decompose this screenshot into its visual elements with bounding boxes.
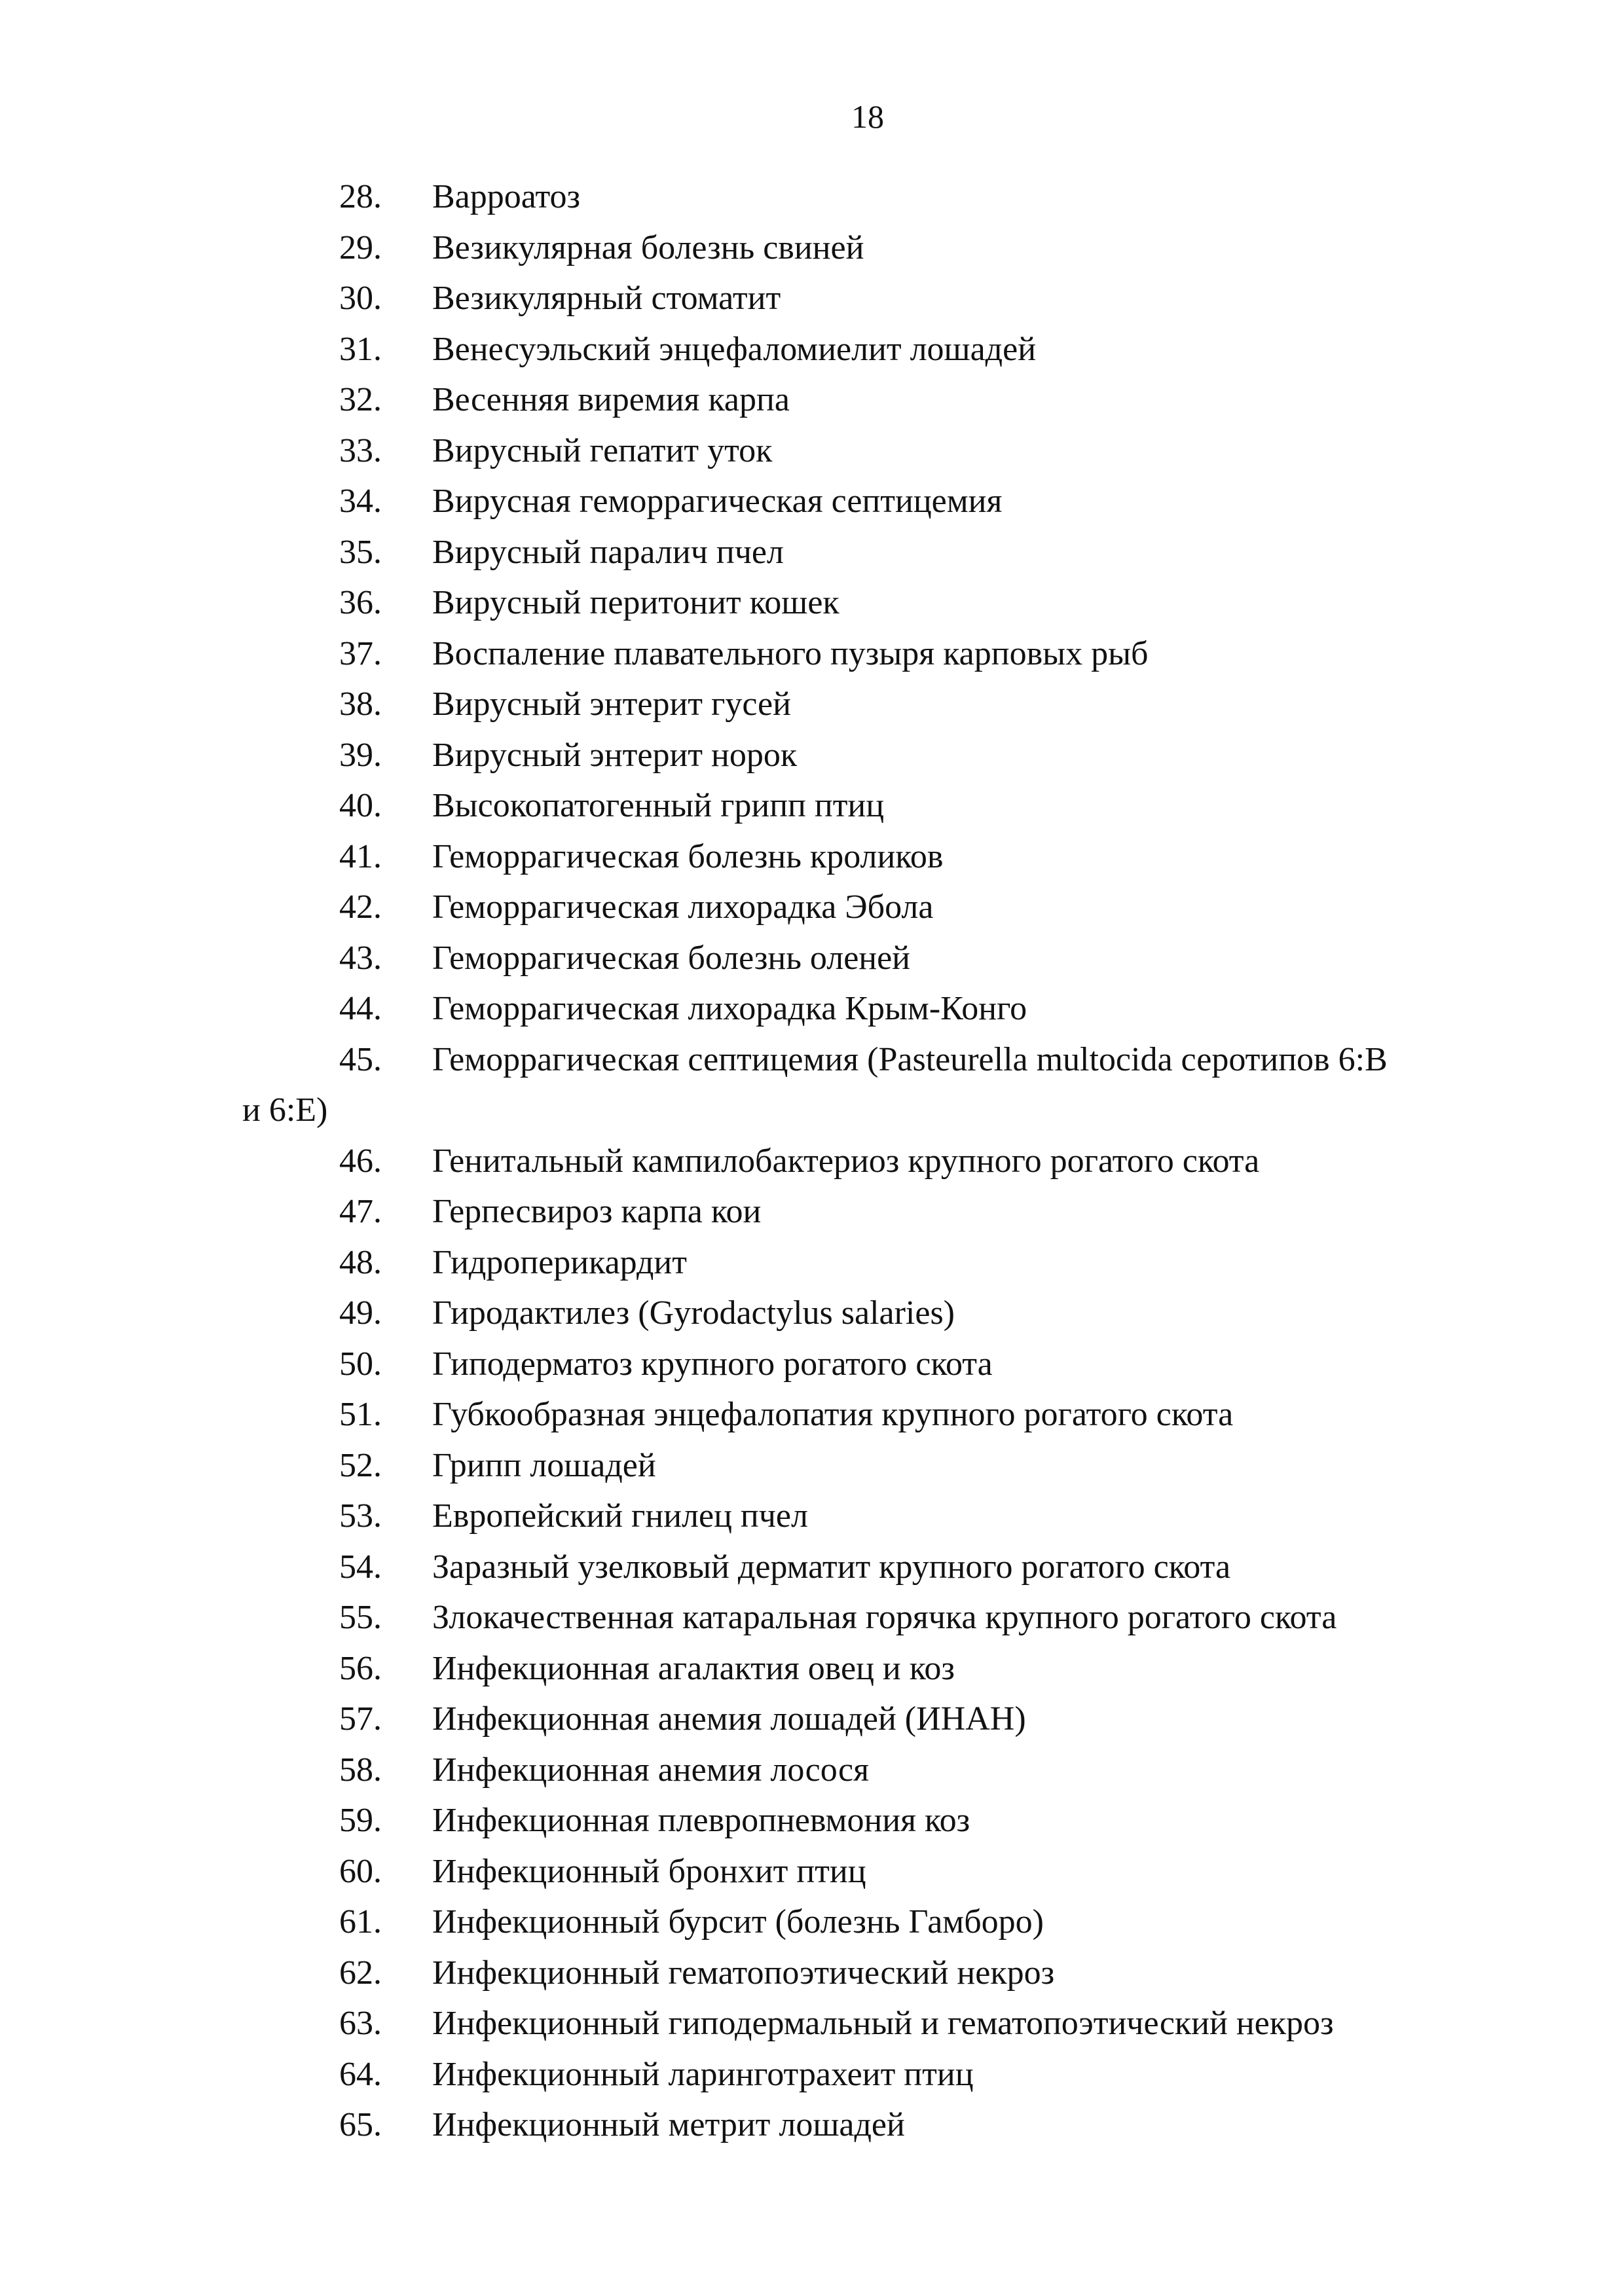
list-item-number: 33. bbox=[339, 431, 382, 469]
list-item bbox=[0, 1136, 1624, 1187]
list-item bbox=[0, 1339, 1624, 1390]
list-item-text: Высокопатогенный грипп птиц bbox=[432, 787, 885, 824]
list-item bbox=[0, 730, 1624, 781]
list-item-number: 49. bbox=[339, 1294, 382, 1332]
list-item-number: 30. bbox=[339, 280, 382, 317]
list-item-text: Везикулярная болезнь свиней bbox=[432, 228, 864, 266]
list-item bbox=[0, 1542, 1624, 1593]
list-item bbox=[0, 1795, 1624, 1846]
list-item bbox=[0, 1288, 1624, 1339]
list-item-text: Геморрагическая болезнь оленей bbox=[432, 939, 911, 977]
list-item-number: 48. bbox=[339, 1243, 382, 1281]
list-item-text: Инфекционный гиподермальный и гематопоэтический некроз bbox=[432, 2005, 1334, 2042]
list-item-text: Инфекционный метрит лошадей bbox=[432, 2106, 905, 2143]
list-item-number: 64. bbox=[339, 2055, 382, 2093]
list-item-text: Заразный узелковый дерматит крупного рогатого скота bbox=[432, 1548, 1231, 1586]
list-item-number: 41. bbox=[339, 837, 382, 875]
list-item bbox=[0, 1237, 1624, 1288]
list-item-number: 60. bbox=[339, 1852, 382, 1890]
list-item bbox=[0, 324, 1624, 375]
list-item-number: 50. bbox=[339, 1345, 382, 1383]
list-item-text: Инфекционный ларинготрахеит птиц bbox=[432, 2055, 974, 2093]
list-item bbox=[0, 679, 1624, 730]
list-item-text: Инфекционный гематопоэтический некроз bbox=[432, 1954, 1055, 1992]
list-item-number: 39. bbox=[339, 736, 382, 774]
list-item bbox=[0, 983, 1624, 1034]
list-item-number: 46. bbox=[339, 1142, 382, 1180]
list-item bbox=[0, 476, 1624, 527]
list-item bbox=[0, 527, 1624, 578]
list-item-number: 47. bbox=[339, 1193, 382, 1230]
list-item bbox=[0, 1897, 1624, 1948]
list-item-number: 31. bbox=[339, 330, 382, 368]
list-item-number: 40. bbox=[339, 787, 382, 824]
list-item-text: Инфекционная анемия лосося bbox=[432, 1751, 869, 1789]
list-item-text: Вирусный перитонит кошек bbox=[432, 584, 840, 621]
list-item-number: 57. bbox=[339, 1700, 382, 1738]
list-item-number: 28. bbox=[339, 178, 382, 215]
list-item bbox=[0, 426, 1624, 477]
list-item-number: 53. bbox=[339, 1497, 382, 1535]
disease-list bbox=[0, 172, 1624, 2151]
list-item bbox=[0, 374, 1624, 426]
list-item-text: Герпесвироз карпа кои bbox=[432, 1193, 762, 1230]
list-item-text: Воспаление плавательного пузыря карповых рыб bbox=[432, 634, 1149, 672]
list-item-text: Везикулярный стоматит bbox=[432, 280, 781, 317]
list-item-number: 63. bbox=[339, 2005, 382, 2042]
list-item bbox=[0, 1643, 1624, 1694]
list-item bbox=[0, 1592, 1624, 1643]
list-item-text: Губкообразная энцефалопатия крупного рогатого скота bbox=[432, 1396, 1234, 1433]
list-item bbox=[0, 273, 1624, 324]
list-item-number: 36. bbox=[339, 584, 382, 621]
list-item-number: 59. bbox=[339, 1802, 382, 1839]
list-item-text: Вирусный энтерит гусей bbox=[432, 685, 791, 723]
list-item-text: Вирусный паралич пчел bbox=[432, 533, 784, 571]
list-item bbox=[0, 1186, 1624, 1237]
list-item-text-continuation: и 6:E) bbox=[242, 1091, 328, 1129]
list-item-number: 65. bbox=[339, 2106, 382, 2143]
list-item-text: Инфекционный бурсит (болезнь Гамборо) bbox=[432, 1903, 1044, 1941]
list-item-number: 44. bbox=[339, 990, 382, 1027]
list-item-number: 29. bbox=[339, 228, 382, 266]
list-item bbox=[0, 1440, 1624, 1491]
list-item-number: 51. bbox=[339, 1396, 382, 1433]
list-item-text: Генитальный кампилобактериоз крупного рогатого скота bbox=[432, 1142, 1260, 1180]
list-item-text: Европейский гнилец пчел bbox=[432, 1497, 808, 1535]
list-item-text: Гидроперикардит bbox=[432, 1243, 687, 1281]
list-item bbox=[0, 780, 1624, 831]
list-item bbox=[0, 1745, 1624, 1796]
list-item-number: 52. bbox=[339, 1446, 382, 1484]
list-item-text: Венесуэльский энцефаломиелит лошадей bbox=[432, 330, 1037, 368]
list-item-number: 45. bbox=[339, 1040, 382, 1078]
list-item-text: Инфекционная плевропневмония коз bbox=[432, 1802, 970, 1839]
list-item bbox=[0, 1948, 1624, 1999]
list-item-text: Инфекционный бронхит птиц bbox=[432, 1852, 866, 1890]
list-item bbox=[0, 882, 1624, 933]
list-item-number: 62. bbox=[339, 1954, 382, 1992]
list-item bbox=[0, 1389, 1624, 1440]
list-item-text: Злокачественная катаральная горячка крупного рогатого скота bbox=[432, 1599, 1337, 1636]
list-item-text: Грипп лошадей bbox=[432, 1446, 656, 1484]
list-item-text: Вирусная геморрагическая септицемия bbox=[432, 483, 1003, 520]
list-item-number: 35. bbox=[339, 533, 382, 571]
list-item-number: 32. bbox=[339, 381, 382, 418]
list-item bbox=[0, 223, 1624, 274]
list-item-number: 61. bbox=[339, 1903, 382, 1941]
list-item bbox=[0, 831, 1624, 883]
list-item-text: Геморрагическая лихорадка Крым-Конго bbox=[432, 990, 1027, 1027]
list-item bbox=[0, 1846, 1624, 1897]
list-item-number: 37. bbox=[339, 634, 382, 672]
list-item bbox=[0, 2049, 1624, 2100]
list-item-text: Вирусный энтерит норок bbox=[432, 736, 798, 774]
list-item-number: 58. bbox=[339, 1751, 382, 1789]
list-item-text: Варроатоз bbox=[432, 178, 581, 215]
list-item bbox=[0, 1491, 1624, 1542]
list-item bbox=[0, 1034, 1624, 1136]
page-number: 18 bbox=[851, 98, 884, 135]
list-item-number: 56. bbox=[339, 1649, 382, 1687]
list-item-number: 34. bbox=[339, 483, 382, 520]
list-item bbox=[0, 1998, 1624, 2049]
list-item-number: 42. bbox=[339, 888, 382, 926]
list-item-text: Весенняя виремия карпа bbox=[432, 381, 790, 418]
list-item-number: 55. bbox=[339, 1599, 382, 1636]
list-item bbox=[0, 933, 1624, 984]
list-item bbox=[0, 2100, 1624, 2151]
list-item-number: 38. bbox=[339, 685, 382, 723]
list-item-text: Инфекционная анемия лошадей (ИНАН) bbox=[432, 1700, 1026, 1738]
list-item-text: Геморрагическая лихорадка Эбола bbox=[432, 888, 934, 926]
list-item-text: Геморрагическая септицемия (Pasteurella multocida серотипов 6:B bbox=[432, 1040, 1388, 1078]
list-item bbox=[0, 1694, 1624, 1745]
list-item bbox=[0, 172, 1624, 223]
list-item-text: Инфекционная агалактия овец и коз bbox=[432, 1649, 955, 1687]
list-item-text: Геморрагическая болезнь кроликов bbox=[432, 837, 944, 875]
list-item-text: Вирусный гепатит уток bbox=[432, 431, 773, 469]
list-item bbox=[0, 629, 1624, 680]
list-item-text: Гиподерматоз крупного рогатого скота bbox=[432, 1345, 993, 1383]
list-item-number: 43. bbox=[339, 939, 382, 977]
list-item-text: Гиродактилез (Gyrodactylus salaries) bbox=[432, 1294, 955, 1332]
list-item bbox=[0, 577, 1624, 629]
list-item-number: 54. bbox=[339, 1548, 382, 1586]
